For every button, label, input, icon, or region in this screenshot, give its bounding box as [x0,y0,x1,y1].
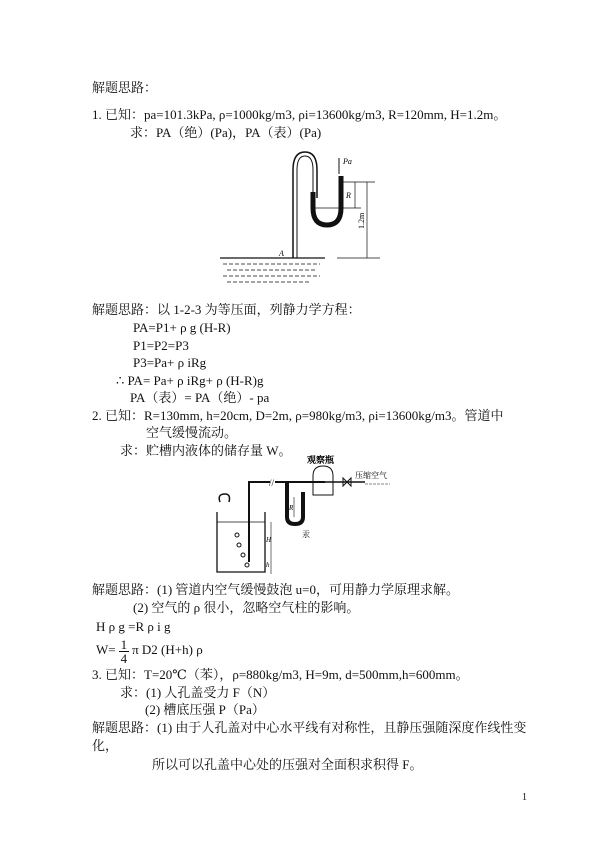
q3-known [92,667,469,683]
figure-2-tank [205,455,405,577]
q1-known-text: pa=101.3kPa, ρ=1000kg/m3, ρi=13600kg/m3, R=120mm, H=1.2m。 [144,107,507,122]
eq2-right: π D2 (H+h) ρ [132,642,203,657]
eq2-numerator: 1 [120,636,128,652]
q3-sol2: 所以可以孔盖中心处的压强对全面积求积得 F。 [152,757,423,772]
label-a: A [279,249,284,258]
label-h: h [266,561,270,569]
label-r: R [346,191,351,200]
q1-eq2: P1=P2=P3 [133,338,189,353]
q2-known-text: R=130mm, h=20cm, D=2m, ρ=980kg/m3, ρi=13600kg/m3。管道中 [144,408,504,423]
heading: 解题思路： [92,80,158,95]
eq2-denominator: 4 [120,650,128,666]
q3-known-text: T=20℃（苯），ρ=880kg/m3, H=9m, d=500mm,h=600mm。 [144,667,469,682]
label-1-2m: 1.2m [357,212,366,229]
svg-text://: // [269,478,275,488]
q1-eq5: PA（表）= PA（绝）- pa [130,390,270,405]
label-mercury: 汞 [302,530,310,539]
page-number: 1 [522,792,527,803]
q2-eq1: H ρ g =R ρ i g [96,619,171,634]
label-compressed-air: 压缩空气 [355,471,387,480]
q1-solution-intro: 解题思路：以 1-2-3 为等压面，列静力学方程： [92,302,361,317]
label-H: H [266,536,272,544]
q3-sol1: 解题思路：(1) 由于人孔盖对中心水平线有对称性，且静压强随深度作线性变 [92,720,527,735]
q2-sol2: (2) 空气的 ρ 很小，忽略空气柱的影响。 [133,600,360,615]
eq2-left: W= [96,642,116,657]
q1-prefix: 1. 已知： [92,107,145,122]
q2-eq2 [96,636,203,665]
figure-1-manometer [215,150,385,290]
q3-ask2: (2) 槽底压强 P（Pa） [145,702,265,717]
q1-eq3: P3=Pa+ ρ iRg [133,355,207,370]
q1-eq4: ∴ PA= Pa+ ρ iRg+ ρ (H-R)g [116,373,264,388]
q3-sol1-cont: 化， [92,738,119,753]
q3-ask1: 求：(1) 人孔盖受力 F（N） [120,685,276,700]
q2-known-cont: 空气缓慢流动。 [146,425,238,440]
label-observation-bottle: 观察瓶 [307,455,335,465]
q2-ask: 求：贮槽内液体的储存量 W。 [120,443,292,458]
q2-prefix: 2. 已知： [92,408,145,423]
q1-known [92,107,506,123]
q1-ask: 求：PA（绝）(Pa)，PA（表）(Pa) [130,125,322,140]
q2-known [92,408,503,424]
label-r: R [289,504,294,512]
q1-eq1: PA=P1+ ρ g (H-R) [133,320,231,335]
q3-prefix: 3. 已知： [92,667,145,682]
q2-sol1: 解题思路：(1) 管道内空气缓慢鼓泡 u=0，可用静力学原理求解。 [92,582,459,597]
label-pa: Pa [343,157,352,166]
